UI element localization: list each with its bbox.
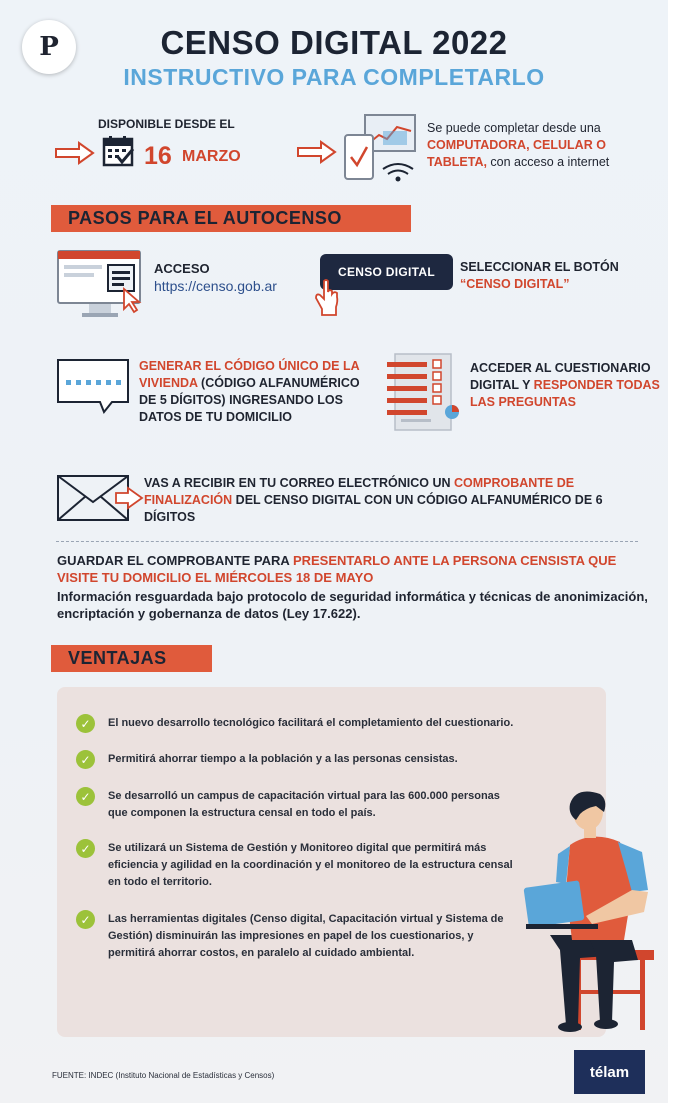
- arrow-right-icon: [55, 142, 95, 164]
- check-icon: ✓: [76, 839, 95, 858]
- cursor-hand-icon: [312, 279, 340, 317]
- check-icon: ✓: [76, 787, 95, 806]
- divider: [56, 541, 638, 542]
- right-edge: [668, 0, 674, 1103]
- calendar-icon: [103, 135, 135, 167]
- ventaja-item: ✓ El nuevo desarrollo tecnológico facilitará el completamiento del cuestionario.: [76, 715, 556, 733]
- availability-day: 16: [144, 142, 172, 170]
- pinterest-button[interactable]: P: [22, 20, 76, 74]
- code-input-icon: [56, 358, 132, 414]
- security-info-text: Información resguardada bajo protocolo de seguridad informática y técnicas de anonimización, encriptación y gobernanza de datos (Ley 17.622).: [57, 589, 648, 621]
- telam-logo: télam: [574, 1050, 645, 1094]
- page-title: CENSO DIGITAL 2022: [160, 24, 508, 61]
- envelope-icon: [56, 474, 146, 524]
- acceso-label: ACCESO: [154, 261, 210, 276]
- source-footnote: FUENTE: INDEC (Instituto Nacional de Estadísticas y Censos): [52, 1071, 275, 1080]
- ventajas-heading: VENTAJAS: [51, 645, 212, 672]
- arrow-right-icon: [297, 141, 337, 163]
- step-receive-receipt: VAS A RECIBIR EN TU CORREO ELECTRÓNICO UN COMPROBANTE DE FINALIZACIÓN DEL CENSO DIGITAL CON UN CÓDIGO ALFANUMÉRICO DE 6 DÍGITOS: [144, 476, 603, 524]
- devices-icon: [343, 113, 418, 185]
- page-subtitle: INSTRUCTIVO PARA COMPLETARLO: [123, 64, 545, 90]
- pasos-heading: PASOS PARA EL AUTOCENSO: [51, 205, 411, 232]
- select-button-instruction: SELECCIONAR EL BOTÓN “CENSO DIGITAL”: [460, 260, 619, 291]
- devices-text: Se puede completar desde una COMPUTADORA, CELULAR O TABLETA, con acceso a internet: [427, 121, 610, 169]
- acceso-url-link[interactable]: https://censo.gob.ar: [154, 278, 277, 294]
- guardar-comprobante-text: GUARDAR EL COMPROBANTE PARA PRESENTARLO ANTE LA PERSONA CENSISTA QUE VISITE TU DOMICILIO EL MIÉRCOLES 18 DE MAYO: [57, 553, 617, 585]
- questionnaire-icon: [385, 352, 463, 434]
- computer-browser-icon: [56, 249, 146, 321]
- step-answer-questionnaire: ACCEDER AL CUESTIONARIO DIGITAL Y RESPONDER TODAS LAS PREGUNTAS: [470, 361, 660, 409]
- step-generate-code: GENERAR EL CÓDIGO ÚNICO DE LA VIVIENDA (CÓDIGO ALFANUMÉRICO DE 5 DÍGITOS) INGRESANDO LOS DATOS DE TU DOMICILIO: [139, 359, 360, 424]
- ventaja-item: ✓ Se desarrolló un campus de capacitación virtual para las 600.000 personas que componen la estructura censal en todo el país.: [76, 788, 511, 822]
- availability-label: DISPONIBLE DESDE EL: [98, 117, 235, 131]
- censo-digital-button[interactable]: CENSO DIGITAL: [320, 254, 453, 290]
- check-icon: ✓: [76, 714, 95, 733]
- check-icon: ✓: [76, 910, 95, 929]
- ventaja-item: ✓ Se utilizará un Sistema de Gestión y Monitoreo digital que permitirá más eficiencia y agilidad en la coordinación y el monitoreo de la estructura censal en todo el territorio.: [76, 840, 521, 891]
- ventaja-item: ✓ Permitirá ahorrar tiempo a la población y a las personas censistas.: [76, 751, 556, 769]
- availability-month: MARZO: [182, 148, 241, 165]
- ventaja-item: ✓ Las herramientas digitales (Censo digital, Capacitación virtual y Sistema de Gestión) disminuirán las impresiones en papel de los cuestionarios, y permitirá ahorrar costos, en paralelo al cuidado ambiental.: [76, 911, 516, 962]
- person-with-laptop-illustration: [520, 790, 660, 1035]
- check-icon: ✓: [76, 750, 95, 769]
